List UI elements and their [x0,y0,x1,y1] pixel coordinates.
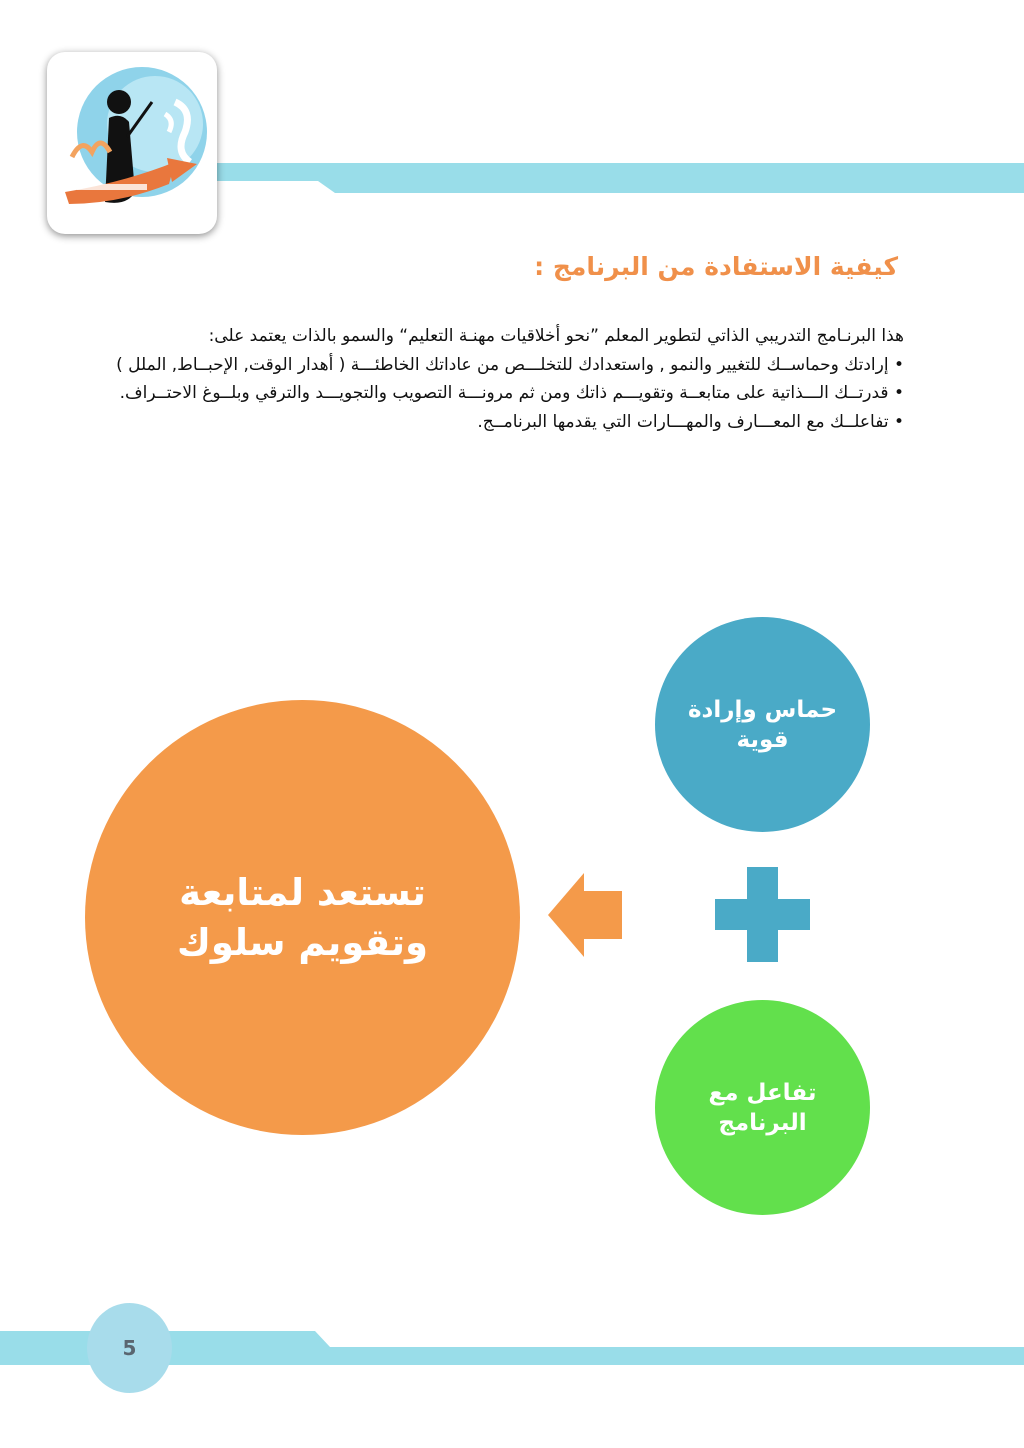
plus-icon [715,867,810,962]
arrow-left-icon [548,873,622,957]
top-decorative-band [215,163,1024,193]
body-text [68,322,904,436]
result-circle [85,700,520,1135]
page-number: 5 [87,1303,172,1393]
enthusiasm-circle [655,617,870,832]
intro-paragraph: هذا البرنـامج التدريبي الذاتي لتطوير المعلم ”نحو أخلاقيات مهنـة التعليم“ والسمو بالذات يعتمد على: [208,326,904,346]
teacher-ethics-logo-icon [47,52,217,234]
enthusiasm-label: حماس وإرادة قوية [687,696,838,753]
bullet-self-evaluation: • قدرتــك الـــذاتية على متابعــة وتقويـــم ذاتك ومن ثم مرونـــة التصويب والتجويـــد والترقي وبلــوغ الاحتــراف. [119,383,904,403]
bullet-interaction: • تفاعلــك مع المعـــارف والمهـــارات التي يقدمها البرنامــج. [477,411,904,432]
section-title: كيفية الاستفادة من البرنامج : [534,252,898,281]
bullet-will: • إرادتك وحماســك للتغيير والنمو , واستعدادك للتخلـــص من عاداتك الخاطئـــة ( أهدار الوقت, الإحبــاط, الملل ) [116,354,904,375]
result-label: تستعد لمتابعة وتقويم سلوك [176,870,429,964]
logo [47,52,217,234]
interaction-circle [655,1000,870,1215]
interaction-label: تفاعل مع البرنامج [708,1079,817,1136]
